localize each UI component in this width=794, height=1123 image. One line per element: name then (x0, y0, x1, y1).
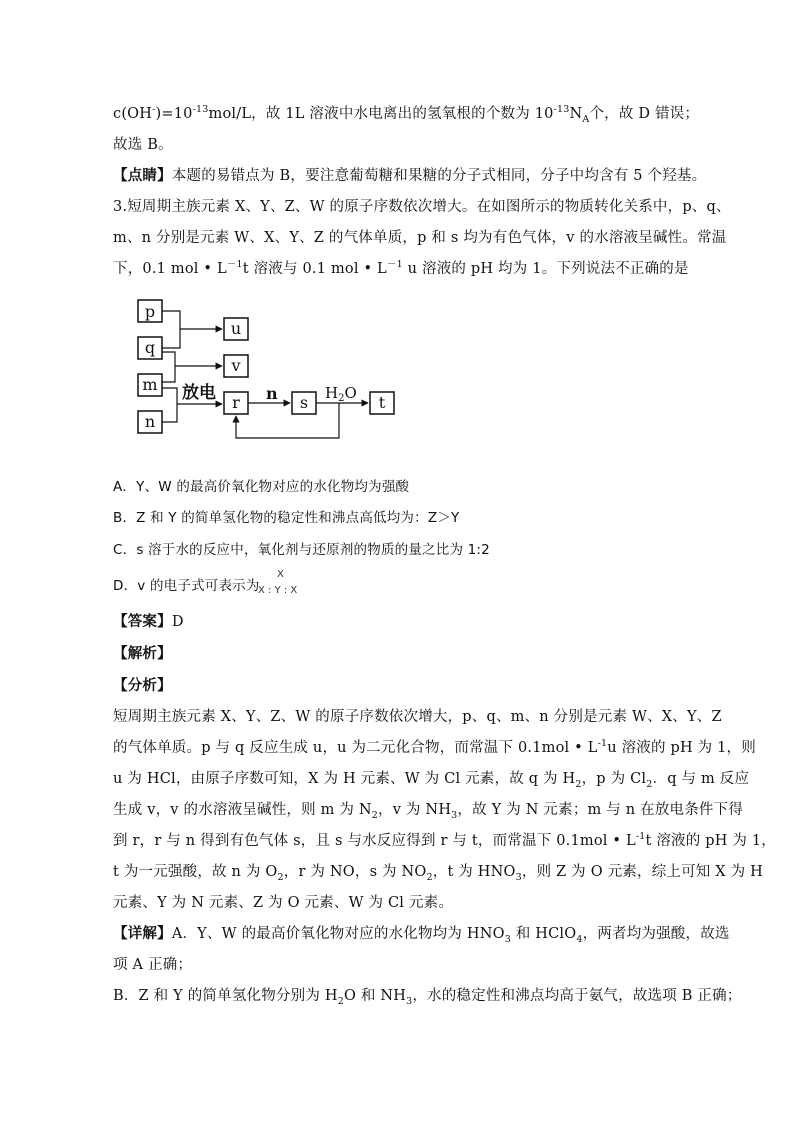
text-seg: ，故 Y 为 N 元素；m 与 n 在放电条件下得 (457, 802, 744, 818)
text-seg: t 溶液与 0.1 mol • L (242, 261, 387, 277)
text-seg: mol/L，故 1L 溶液中水电离出的氢氧根的个数为 10 (208, 106, 554, 122)
box-n-label: n (144, 412, 156, 431)
text-seg: A．Y、W 的最高价氧化物对应的水化物均为 HNO (171, 926, 505, 942)
box-u-label: u (230, 319, 242, 338)
detail-tag: 【详解】 (113, 925, 172, 942)
option-c: C．s 溶于水的反应中，氧化剂与还原剂的物质的量之比为 1:2 (113, 542, 490, 558)
subscript: 3 (406, 995, 413, 1007)
connector-n (162, 404, 177, 422)
text-seg: ，v 为 NH (378, 802, 452, 818)
tip-tag: 【点睛】 (113, 167, 172, 184)
superscript: - (152, 104, 156, 116)
subscript: 2 (371, 809, 379, 821)
subscript: 2 (575, 778, 582, 790)
text-line-1 (113, 104, 699, 124)
box-s-label: s (299, 393, 309, 412)
superscript: －1 (226, 259, 243, 271)
subscript: 2 (277, 871, 284, 883)
option-a: A．Y、W 的最高价氧化物对应的水化物均为强酸 (113, 479, 410, 495)
option-b: B．Z 和 Y 的简单氢化物的稳定性和沸点高低均为：Z＞Y (113, 510, 460, 526)
superscript: －1 (386, 259, 403, 271)
text-seg: ，水的稳定性和沸点均高于氨气，故选项 B 正确； (412, 988, 742, 1004)
box-t-label: t (378, 393, 386, 412)
question-line-3 (113, 259, 689, 279)
subscript: 3 (515, 871, 522, 883)
text-seg: O 和 NH (343, 988, 407, 1004)
text-line-2: 故选 B。 (113, 137, 173, 153)
option-d: D．v 的电子式可表示为 (113, 578, 260, 594)
tip-text: 本题的易错点为 B，要注意葡萄糖和果糖的分子式相同，分子中均含有 5 个羟基。 (171, 168, 707, 184)
subscript: 4 (576, 933, 583, 945)
subscript: 3 (504, 933, 511, 945)
box-q-label: q (144, 338, 156, 357)
connector-m2 (162, 388, 177, 404)
para-line-4 (113, 800, 743, 820)
connector-p (162, 311, 180, 329)
text-seg: B．Z 和 Y 的简单氢化物分别为 H (113, 988, 338, 1004)
connector-m (162, 366, 175, 382)
para-line-1: 短周期主族元素 X、Y、Z、W 的原子序数依次增大，p、q、m、n 分别是元素 W、X、Y、Z (113, 709, 722, 725)
text-seg: 生成 v，v 的水溶液呈碱性，则 m 为 N (113, 802, 372, 818)
para-line-5 (113, 831, 776, 851)
text-seg: t 溶液的 pH 为 1， (645, 833, 776, 849)
subscript: A (582, 113, 590, 125)
fenxi-tag: 【分析】 (113, 677, 172, 694)
text-seg: 到 r，r 与 n 得到有色气体 s，且 s 与水反应得到 r 与 t，而常温下 0.1mol • L (113, 833, 636, 849)
text-seg: ．q 与 m 反应 (652, 771, 750, 787)
analysis-tag: 【解析】 (113, 645, 172, 662)
superscript: -1 (597, 738, 608, 750)
text-seg: c(OH (113, 106, 153, 122)
subscript: 2 (337, 995, 344, 1007)
answer-line (113, 612, 184, 632)
question-line-1: 3.短周期主族元素 X、Y、Z、W 的原子序数依次增大。在如图所示的物质转化关系中，p、q、 (113, 199, 731, 215)
feedback-line (236, 403, 339, 438)
h2o-label (325, 384, 357, 404)
conversion-diagram (135, 297, 405, 447)
arrow-n-label: n (266, 384, 278, 403)
text-seg: ，则 Z 为 O 元素，综上可知 X 为 H (521, 864, 763, 880)
text-seg: 下，0.1 mol • L (113, 261, 227, 277)
text-seg: u 为 HCl，由原子序数可知，X 为 H 元素、W 为 Cl 元素，故 q 为 H (113, 771, 576, 787)
connector-q (162, 329, 180, 348)
text-seg: t 为一元强酸，故 n 为 O (113, 864, 278, 880)
superscript: -13 (192, 104, 209, 116)
electron-formula-top: X (277, 569, 284, 580)
text-seg: ，两者均为强酸，故选 (582, 926, 730, 942)
subscript: 2 (646, 778, 653, 790)
box-r-label: r (232, 393, 240, 412)
subscript: 2 (426, 871, 433, 883)
text-seg: )=10 (155, 106, 193, 122)
para-line-2 (113, 738, 756, 758)
text-seg: 个，故 D 错误； (589, 106, 700, 122)
box-m-label: m (142, 375, 158, 394)
box-v-label: v (231, 356, 241, 375)
superscript: -1 (635, 831, 646, 843)
discharge-label: 放电 (182, 383, 216, 403)
tip-line (113, 166, 706, 186)
para-line-7: 元素、Y 为 N 元素、Z 为 O 元素、W 为 Cl 元素。 (113, 895, 454, 911)
answer-value: D (171, 614, 184, 630)
question-line-2: m、n 分别是元素 W、X、Y、Z 的气体单质，p 和 s 均为有色气体，v 的水溶液呈碱性。常温 (113, 230, 727, 246)
electron-formula-row: X : Y : X (258, 585, 298, 596)
subscript: 3 (451, 809, 458, 821)
text-seg: 和 HClO (510, 926, 577, 942)
detail-line-3 (113, 986, 742, 1006)
text-seg: u 溶液的 pH 均为 1。下列说法不正确的是 (402, 261, 689, 277)
text-seg: 的气体单质。p 与 q 反应生成 u，u 为二元化合物，而常温下 0.1mol • L (113, 740, 598, 756)
connector-q2 (162, 352, 175, 366)
text-seg: N (569, 106, 583, 122)
text-seg: ，r 为 NO，s 为 NO (283, 864, 427, 880)
text-seg: ，p 为 Cl (581, 771, 647, 787)
para-line-6 (113, 862, 763, 882)
superscript: -13 (553, 104, 570, 116)
h2o-sub: 2 (338, 393, 345, 404)
h2o-h: H (325, 384, 339, 402)
detail-line-1 (113, 924, 730, 944)
detail-line-2: 项 A 正确； (113, 957, 193, 973)
text-seg: u 溶液的 pH 为 1，则 (607, 740, 756, 756)
box-p-label: p (144, 302, 156, 321)
text-seg: ，t 为 HNO (432, 864, 516, 880)
h2o-o: O (344, 384, 357, 402)
answer-tag: 【答案】 (113, 613, 172, 630)
para-line-3 (113, 769, 749, 789)
